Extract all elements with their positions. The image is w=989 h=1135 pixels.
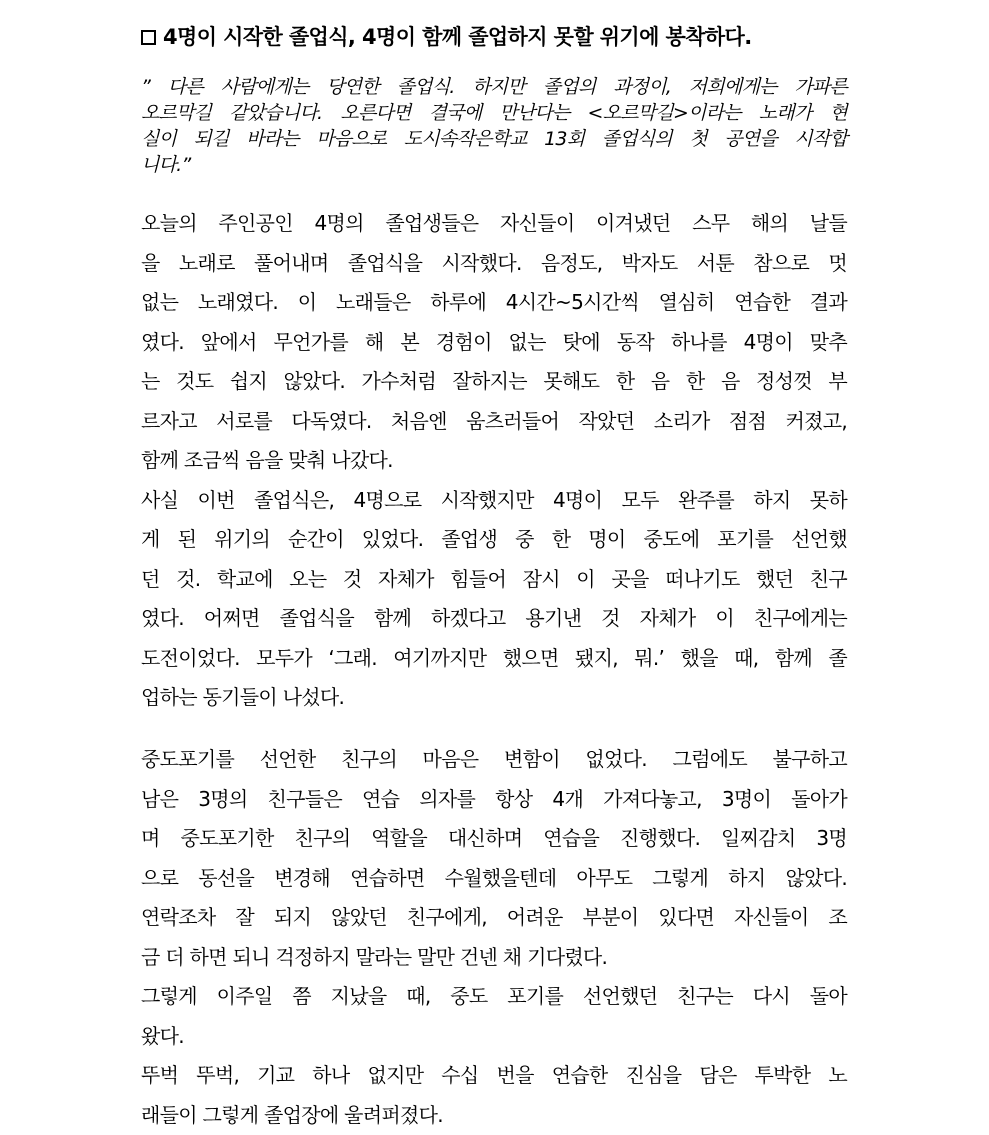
text-line: 였다. 어쩌면 졸업식을 함께 하겠다고 용기낸 것 자체가 이 친구에게는 [141,599,847,639]
heading-title: 4명이 시작한 졸업식, 4명이 함께 졸업하지 못할 위기에 봉착하다. [163,25,752,49]
text-line: 중도포기를 선언한 친구의 마음은 변함이 없었다. 그럼에도 불구하고 [141,740,847,780]
text-line: 업하는 동기들이 나섰다. [141,678,847,718]
text-line: 으로 동선을 변경해 연습하면 수월했을텐데 아무도 그렇게 하지 않았다. [141,859,847,899]
text-line: 는 것도 쉽지 않았다. 가수처럼 잘하지는 못해도 한 음 한 음 정성껏 부 [141,362,847,402]
body-paragraph-group-2 [141,740,847,1135]
text-line: 함께 조금씩 음을 맞춰 나갔다. [141,441,847,481]
text-line: 뚜벅 뚜벅, 기교 하나 없지만 수십 번을 연습한 진심을 담은 투박한 노 [141,1056,847,1096]
text-line: 남은 3명의 친구들은 연습 의자를 항상 4개 가져다놓고, 3명이 돌아가 [141,780,847,820]
text-line: 던 것. 학교에 오는 것 자체가 힘들어 잠시 이 곳을 떠나기도 했던 친구 [141,560,847,600]
checkbox-square-icon [141,30,156,45]
text-line: 래들이 그렇게 졸업장에 울려퍼졌다. [141,1096,847,1135]
quote-line: 오르막길 같았습니다. 오른다면 결국에 만난다는 <오르막길>이라는 노래가 현 [141,100,847,126]
quote-line: ” 다른 사람에게는 당연한 졸업식. 하지만 졸업의 과정이, 저희에게는 가파른 [141,74,847,100]
text-line: 르자고 서로를 다독였다. 처음엔 움츠러들어 작았던 소리가 점점 커졌고, [141,402,847,442]
text-line: 오늘의 주인공인 4명의 졸업생들은 자신들이 이겨냈던 스무 해의 날들 [141,204,847,244]
text-line: 왔다. [141,1017,847,1057]
text-line: 을 노래로 풀어내며 졸업식을 시작했다. 음정도, 박자도 서툰 참으로 멋 [141,244,847,284]
body-paragraph-group-1 [141,204,847,718]
text-line: 금 더 하면 되니 걱정하지 말라는 말만 건넨 채 기다렸다. [141,938,847,978]
text-line: 였다. 앞에서 무언가를 해 본 경험이 없는 탓에 동작 하나를 4명이 맞추 [141,323,847,363]
text-line: 없는 노래였다. 이 노래들은 하루에 4시간~5시간씩 열심히 연습한 결과 [141,283,847,323]
quote-line: 니다.” [141,152,847,178]
opening-quote [141,74,847,178]
text-line: 며 중도포기한 친구의 역할을 대신하며 연습을 진행했다. 일찌감치 3명 [141,819,847,859]
text-line: 사실 이번 졸업식은, 4명으로 시작했지만 4명이 모두 완주를 하지 못하 [141,481,847,521]
section-heading [141,22,847,52]
text-line: 도전이었다. 모두가 ‘그래. 여기까지만 했으면 됐지, 뭐.’ 했을 때, 함께 졸 [141,639,847,679]
text-line: 그렇게 이주일 쯤 지났을 때, 중도 포기를 선언했던 친구는 다시 돌아 [141,977,847,1017]
text-line: 게 된 위기의 순간이 있었다. 졸업생 중 한 명이 중도에 포기를 선언했 [141,520,847,560]
quote-line: 실이 되길 바라는 마음으로 도시속작은학교 13회 졸업식의 첫 공연을 시작합 [141,126,847,152]
text-line: 연락조차 잘 되지 않았던 친구에게, 어려운 부분이 있다면 자신들이 조 [141,898,847,938]
